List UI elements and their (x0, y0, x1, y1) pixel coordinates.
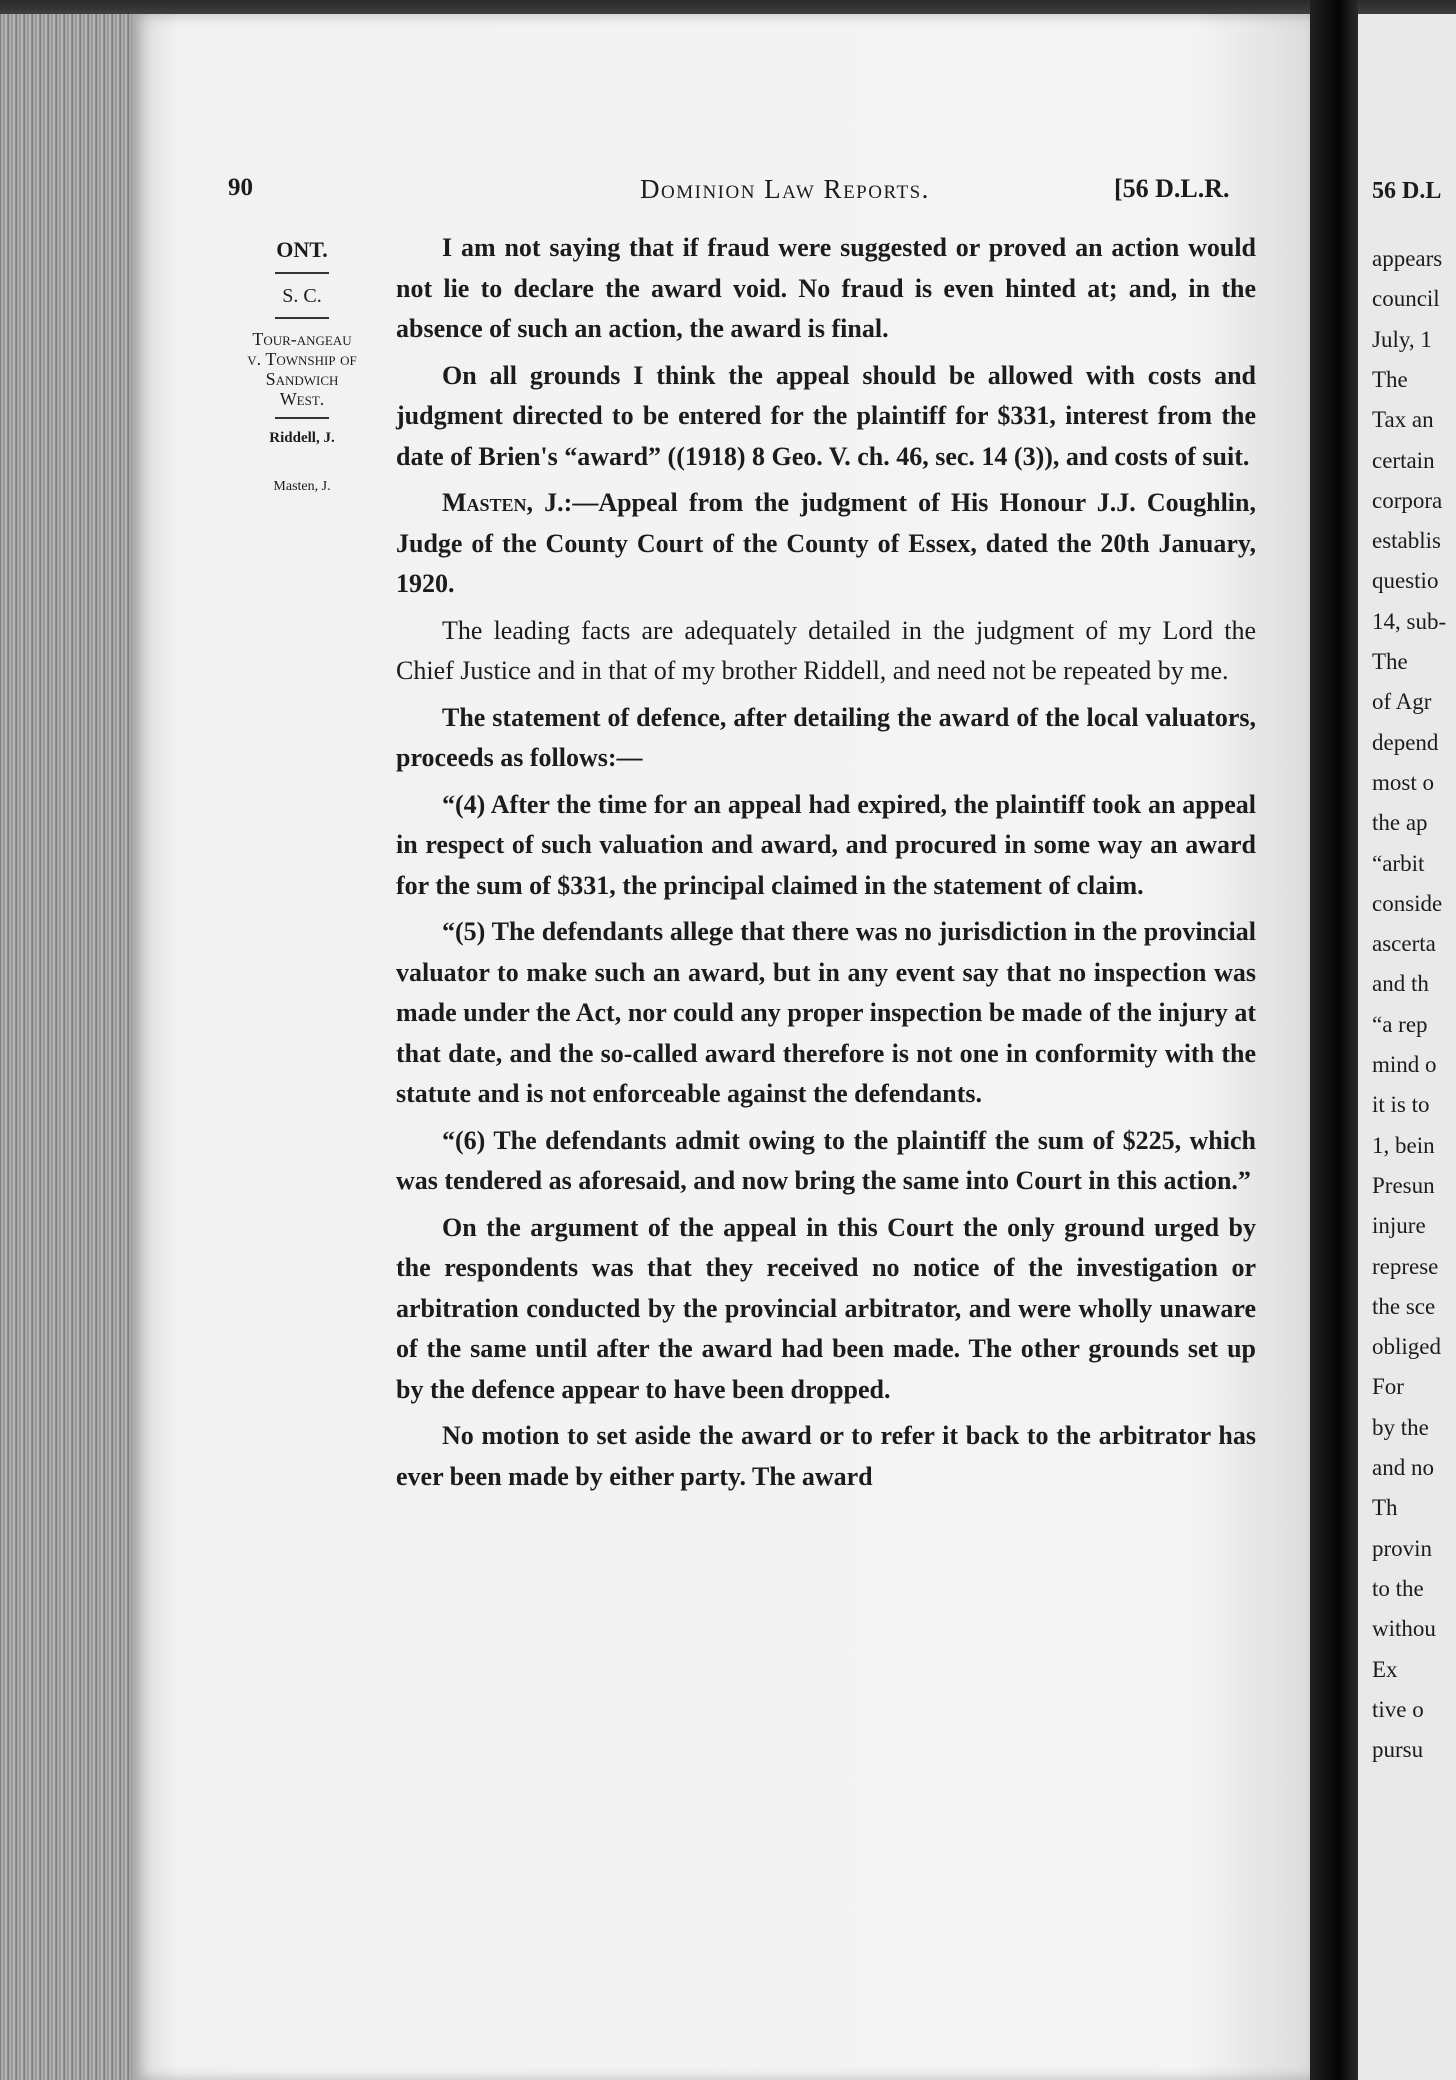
quoted-paragraph: “(4) After the time for an appeal had expired, the plaintiff took an appeal in respect of such valuation and award, and procured in some way an award for the sum of $331, the principal claimed in the statement of claim. (396, 789, 1256, 900)
judge-name: Masten, J. (442, 488, 564, 517)
running-title: Dominion Law Reports. (640, 174, 930, 204)
facing-page-line: “a rep (1372, 1011, 1428, 1037)
facing-page-line: represe (1372, 1253, 1439, 1279)
facing-page-header: 56 D.L (1372, 178, 1442, 204)
facing-page-line: the sce (1372, 1293, 1436, 1319)
facing-page-line: by the (1372, 1414, 1429, 1440)
margin-rule (275, 272, 329, 274)
facing-page-line: most o (1372, 769, 1434, 795)
facing-page-line: The (1372, 366, 1408, 392)
facing-page-line: “arbit (1372, 850, 1425, 876)
margin-rule (275, 417, 329, 419)
paragraph: No motion to set aside the award or to refer it back to the arbitrator has ever been made by either party. The award (396, 1421, 1256, 1491)
facing-page (1358, 14, 1456, 2080)
facing-page-line: to the (1372, 1575, 1424, 1601)
paragraph: On all grounds I think the appeal should be allowed with costs and judgment directed to be entered for the plaintiff for $331, interest from the date of Brien's “award” ((1918) 8 Geo. V. ch. 46, sec. 14 (3)), and costs of suit. (396, 360, 1256, 471)
facing-page-line: 1, bein (1372, 1132, 1435, 1158)
court-label: S. C. (282, 284, 322, 307)
facing-page-line: depend (1372, 729, 1439, 755)
facing-page-line: it is to (1372, 1092, 1430, 1118)
page-number: 90 (228, 174, 253, 201)
facing-page-line: Ex (1372, 1656, 1398, 1682)
margin-rule (275, 317, 329, 319)
judge-riddell: Riddell, J. (269, 430, 335, 447)
facing-page-line: establis (1372, 528, 1441, 554)
book-page-edges (0, 14, 150, 2080)
facing-page-line: For (1372, 1374, 1404, 1400)
facing-page-line: obliged (1372, 1334, 1441, 1360)
facing-page-line: appears (1372, 246, 1443, 271)
paragraph: The leading facts are adequately detailed in the judgment of my Lord the Chief Justice and in that of my brother Riddell, and need not be repeated by me. (396, 615, 1256, 685)
facing-page-line: the ap (1372, 810, 1428, 836)
quoted-paragraph: “(6) The defendants admit owing to the plaintiff the sum of $225, which was tendered as aforesaid, and now bring the same into Court in this action.” (396, 1125, 1256, 1195)
facing-page-line: conside (1372, 890, 1443, 916)
margin-notes (234, 236, 370, 495)
book-gutter (1310, 0, 1358, 2080)
masten-text: :—Appeal from the judgment of His Honour J.J. Coughlin, Judge of the County Court of the County of Essex, dated the 20th January, 1920. (396, 488, 1256, 598)
facing-page-line: of Agr (1372, 689, 1432, 715)
facing-page-line: Presun (1372, 1172, 1435, 1198)
facing-page-line: pursu (1372, 1737, 1424, 1763)
facing-page-line: injure (1372, 1213, 1426, 1239)
facing-page-line: July, 1 (1372, 326, 1432, 352)
facing-page-line: corpora (1372, 487, 1443, 513)
facing-page-line: The (1372, 649, 1408, 674)
judge-masten: Masten, J. (273, 478, 331, 494)
facing-page-line: ascerta (1372, 931, 1436, 957)
facing-page-line: questio (1372, 568, 1439, 594)
volume-reference: [56 D.L.R. (1114, 174, 1230, 203)
facing-page-line: certain (1372, 447, 1435, 473)
facing-page-line: Th (1372, 1495, 1398, 1521)
quoted-paragraph: “(5) The defendants allege that there was no jurisdiction in the provincial valuator to make such an award, but in any event say that no inspection was made under the Act, nor could any proper inspection be made of the injury at that date, and the so-called award therefore is not one in conformity with the statute and is not enforceable against the defendants. (396, 917, 1256, 1108)
facing-page-line: provin (1372, 1535, 1433, 1561)
facing-page-line: tive o (1372, 1696, 1424, 1722)
paragraph: I am not saying that if fraud were suggested or proved an action would not lie to declare the award void. No fraud is even hinted at; and, in the absence of such an action, the award is final. (396, 233, 1256, 343)
facing-page-line: Tax an (1372, 407, 1434, 433)
masten-paragraph (396, 483, 1256, 605)
jurisdiction-label: ONT. (276, 237, 328, 262)
body-text (396, 228, 1256, 1503)
paragraph: The statement of defence, after detailing the award of the local valuators, proceeds as follows:— (396, 702, 1256, 772)
facing-page-line: and th (1372, 971, 1429, 997)
facing-page-line: and no (1372, 1455, 1434, 1480)
facing-page-line: withou (1372, 1616, 1436, 1642)
paragraph: On the argument of the appeal in this Court the only ground urged by the respondents was that they received no notice of the investigation or arbitration conducted by the provincial arbitrator, and were wholly unaware of the same until after the award had been made. The other grounds set up by the defence appear to have been dropped. (396, 1212, 1256, 1404)
facing-page-line: council (1372, 286, 1440, 312)
case-name: Tour-angeau v. Township of Sandwich West. (247, 328, 357, 409)
facing-page-line: 14, sub- (1372, 608, 1447, 634)
facing-page-line: mind o (1372, 1052, 1437, 1077)
